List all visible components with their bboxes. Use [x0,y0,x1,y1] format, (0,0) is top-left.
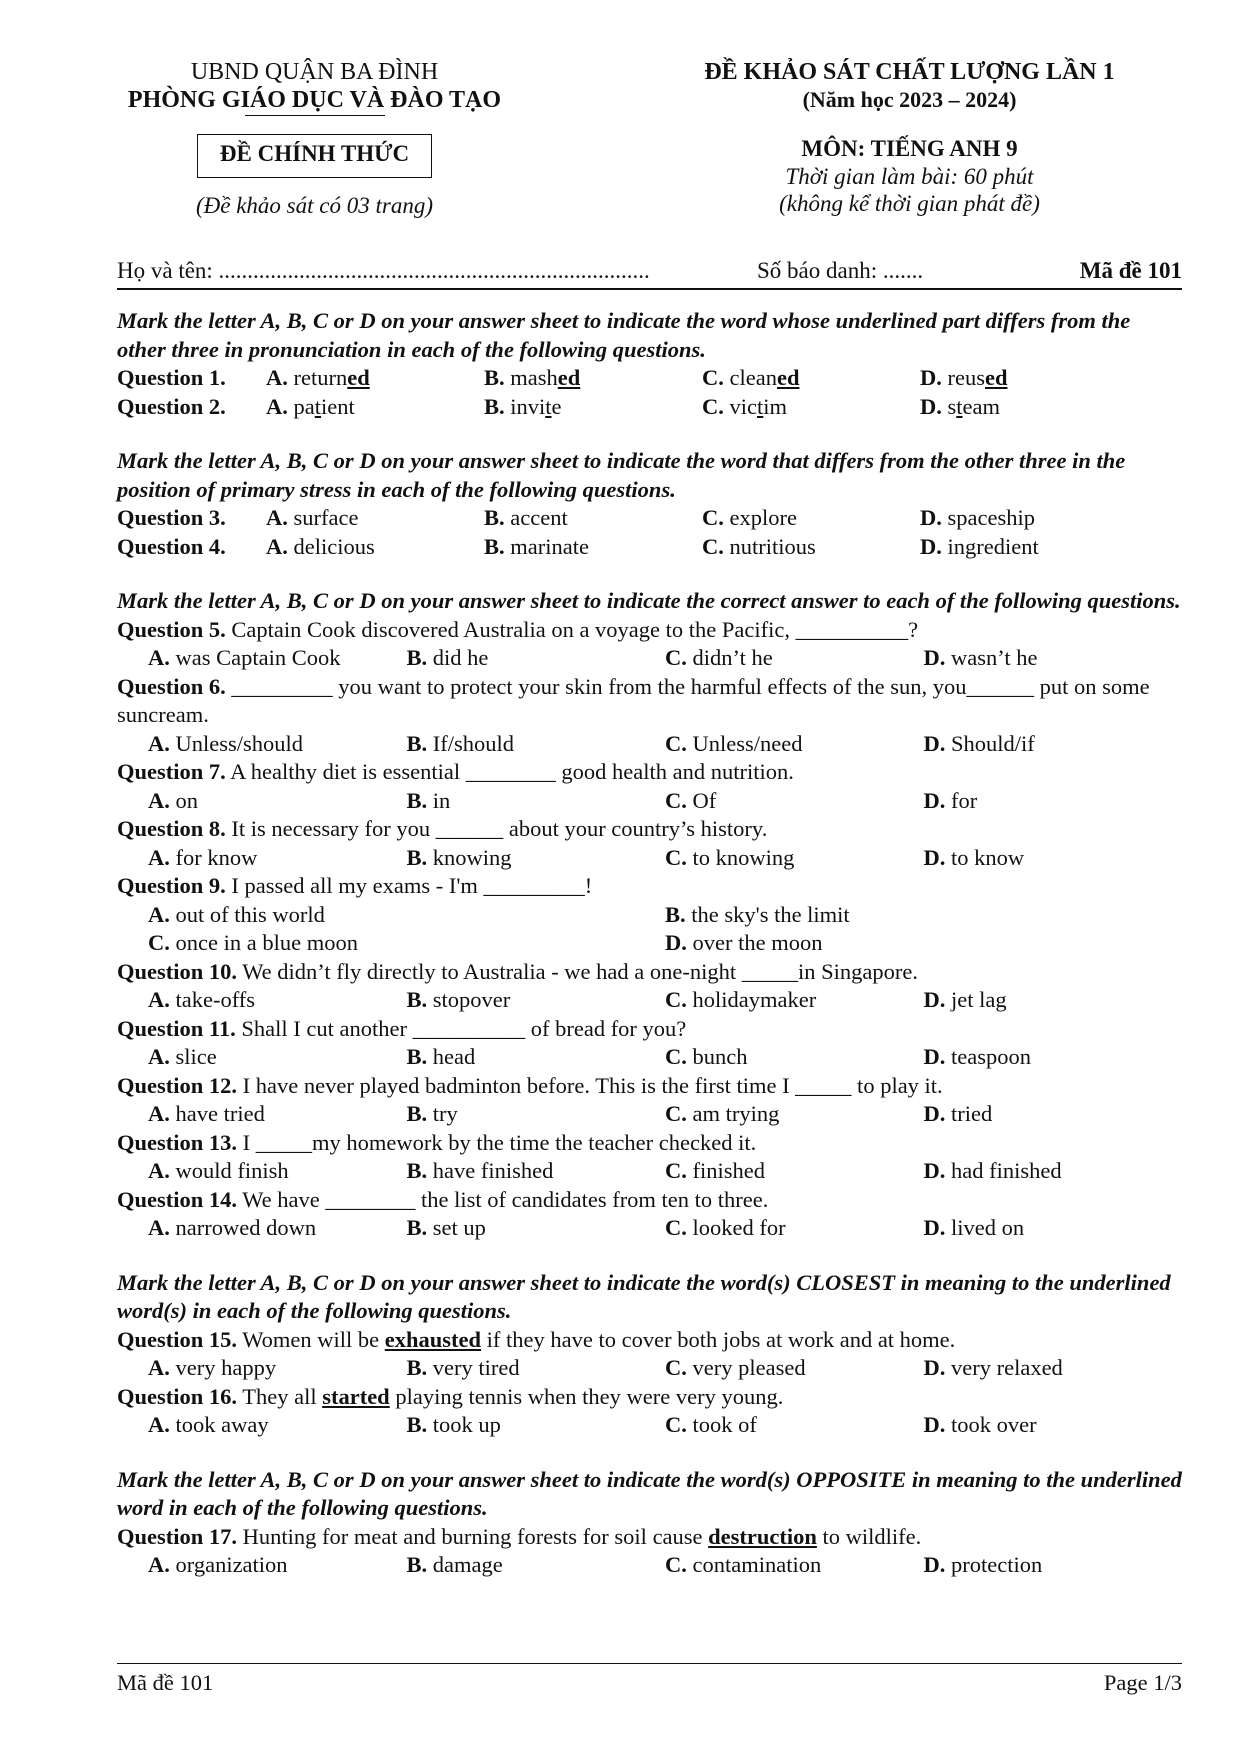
option-b[interactable]: B. knowing [406,844,512,870]
question-9-options-row2 [117,929,1182,958]
question-label: Question 4. [117,533,226,559]
question-7: Question 7. A healthy diet is essential ________ good health and nutrition. [117,759,794,784]
option-d[interactable]: D. wasn’t he [923,645,1038,670]
school-year: (Năm học 2023 – 2024) [802,87,1017,112]
option-b[interactable]: B. head [406,1044,476,1069]
section-stress [117,447,1182,561]
option-a[interactable]: A. organization [148,1552,288,1577]
question-11-options [117,1043,1182,1072]
option-a[interactable]: A. delicious [266,533,375,559]
option-d[interactable]: D. tried [923,1101,993,1126]
question-5-options [117,644,1182,673]
question-2 [117,393,1182,422]
section-instruction: Mark the letter A, B, C or D on your answer sheet to indicate the correct answer to each of the following questions. [117,588,1181,613]
footer-exam-code: Mã đề 101 [117,1670,214,1695]
option-a[interactable]: A. returned [266,365,370,390]
question-9-options-row1 [117,901,1182,930]
option-b[interactable]: B. very tired [406,1355,520,1380]
option-a[interactable]: A. was Captain Cook [148,645,341,670]
option-c[interactable]: C. am trying [665,1101,780,1126]
option-a[interactable]: A. Unless/should [148,730,304,756]
option-d[interactable]: D. ingredient [920,533,1039,559]
question-5: Question 5. Captain Cook discovered Australia on a voyage to the Pacific, __________? [117,616,919,642]
option-d[interactable]: D. steam [920,393,1001,419]
question-10-options [117,986,1182,1015]
option-a[interactable]: A. would finish [148,1158,289,1183]
option-a[interactable]: A. patient [266,393,355,419]
option-a[interactable]: A. out of this world [148,901,325,927]
option-d[interactable]: D. teaspoon [923,1044,1031,1069]
question-label: Question 2. [117,393,226,419]
question-10: Question 10. We didn’t fly directly to Australia - we had a one-night _____in Singapore. [117,958,918,984]
option-b[interactable]: B. invite [484,393,562,419]
exam-title: ĐỀ KHẢO SÁT CHẤT LƯỢNG LẦN 1 [704,59,1115,85]
option-a[interactable]: A. take-offs [148,987,256,1012]
section-opposite-meaning [117,1466,1182,1580]
option-c[interactable]: C. contamination [665,1552,822,1577]
option-a[interactable]: A. slice [148,1044,217,1069]
option-d[interactable]: D. for [923,787,978,813]
page-footer [117,1663,1182,1696]
question-9: Question 9. I passed all my exams - I'm _________! [117,873,593,898]
option-c[interactable]: C. holidaymaker [665,987,817,1012]
question-12-options [117,1100,1182,1129]
option-b[interactable]: B. marinate [484,533,589,559]
option-d[interactable]: D. jet lag [923,987,1007,1012]
exam-header [117,52,1182,297]
question-3 [117,504,1182,533]
option-c[interactable]: C. didn’t he [665,645,773,670]
section-instruction: Mark the letter A, B, C or D on your answer sheet to indicate the word that differs from the other three in the position of primary stress in each of the following questions. [117,448,1126,502]
exam-code: Mã đề 101 [1079,258,1182,283]
name-field[interactable]: Họ và tên: ........................................................................... [117,258,650,283]
option-a[interactable]: A. for know [148,844,258,870]
header-left [117,58,512,219]
option-b[interactable]: B. did he [406,645,489,670]
time-note: (không kể thời gian phát đề) [779,191,1040,216]
question-16: Question 16. They all started playing tennis when they were very young. [117,1383,784,1409]
option-c[interactable]: C. Of [665,787,717,813]
question-7-options [117,787,1182,816]
question-15-options [117,1354,1182,1383]
question-8: Question 8. It is necessary for you ______ about your country’s history. [117,816,768,841]
option-a[interactable]: A. took away [148,1412,269,1437]
question-14-options [117,1214,1182,1243]
question-6-options [117,730,1182,759]
option-c[interactable]: C. explore [702,505,797,530]
option-d[interactable]: D. protection [923,1552,1043,1577]
option-b[interactable]: B. took up [406,1412,501,1437]
option-b[interactable]: B. mashed [484,365,581,390]
question-16-options [117,1411,1182,1440]
option-c[interactable]: C. victim [702,393,788,419]
option-a[interactable]: A. have tried [148,1101,265,1126]
question-13: Question 13. I _____my homework by the time the teacher checked it. [117,1129,757,1155]
option-c[interactable]: C. once in a blue moon [148,930,358,955]
question-1 [117,364,1182,393]
option-a[interactable]: A. very happy [148,1355,277,1380]
time-limit: Thời gian làm bài: 60 phút [785,164,1034,189]
district-name: UBND QUẬN BA ĐÌNH [190,59,439,85]
option-d[interactable]: D. took over [923,1412,1037,1437]
section-closest-meaning [117,1269,1182,1440]
option-c[interactable]: C. to knowing [665,844,795,870]
section-pronunciation [117,307,1182,421]
department-name: PHÒNG GIÁO DỤC VÀ ĐÀO TẠO [127,87,502,113]
section-instruction: Mark the letter A, B, C or D on your answer sheet to indicate the word(s) OPPOSITE in meaning to the underlined word in each of the following questions. [117,1466,1182,1520]
option-a[interactable]: A. surface [266,505,359,530]
option-c[interactable]: C. took of [665,1412,757,1437]
header-divider [245,115,385,116]
option-b[interactable]: B. the sky's the limit [665,901,850,927]
option-c[interactable]: C. Unless/need [665,730,803,756]
option-a[interactable]: A. on [148,787,198,813]
option-c[interactable]: C. very pleased [665,1355,806,1380]
question-4 [117,533,1182,562]
option-c[interactable]: C. finished [665,1158,765,1183]
option-c[interactable]: C. cleaned [702,365,800,390]
option-a[interactable]: A. narrowed down [148,1215,317,1240]
question-14: Question 14. We have ________ the list of candidates from ten to three. [117,1186,769,1212]
option-c[interactable]: C. nutritious [702,533,816,559]
option-d[interactable]: D. spaceship [920,505,1035,530]
section-instruction: Mark the letter A, B, C or D on your answer sheet to indicate the word whose underlined part differs from the other three in pronunciation in each of the following questions. [117,308,1131,362]
question-label: Question 1. [117,365,226,390]
option-b[interactable]: B. stopover [406,987,511,1012]
option-d[interactable]: D. Should/if [923,730,1035,756]
option-b[interactable]: B. accent [484,505,568,530]
option-d[interactable]: D. over the moon [665,930,823,955]
question-17-options [117,1551,1182,1580]
option-b[interactable]: B. try [406,1101,458,1126]
question-13-options [117,1157,1182,1186]
option-b[interactable]: B. If/should [406,730,515,756]
option-d[interactable]: D. to know [923,844,1025,870]
id-field[interactable]: Số báo danh: ....... [757,258,924,283]
question-15: Question 15. Women will be exhausted if they have to cover both jobs at work and at home. [117,1326,956,1352]
option-c[interactable]: C. looked for [665,1215,786,1240]
section-instruction: Mark the letter A, B, C or D on your answer sheet to indicate the word(s) CLOSEST in meaning to the underlined word(s) in each of the following questions. [117,1269,1171,1323]
question-8-options [117,844,1182,873]
option-d[interactable]: D. had finished [923,1158,1062,1183]
question-17: Question 17. Hunting for meat and burning forests for soil cause destruction to wildlife. [117,1523,922,1549]
section-correct-answer [117,587,1182,1243]
page-number: Page 1/3 [1103,1670,1182,1695]
option-b[interactable]: B. in [406,787,451,813]
pages-note: (Đề khảo sát có 03 trang) [196,193,433,218]
option-d[interactable]: D. reused [920,365,1008,390]
subject: MÔN: TIẾNG ANH 9 [801,136,1018,161]
option-c[interactable]: C. bunch [665,1044,748,1069]
question-6: Question 6. _________ you want to protect your skin from the harmful effects of the sun, you______ put on some suncream. [117,673,1150,727]
option-b[interactable]: B. damage [406,1552,503,1577]
student-info-row [117,258,1182,290]
question-11: Question 11. Shall I cut another __________ of bread for you? [117,1015,687,1041]
question-label: Question 3. [117,505,226,530]
option-d[interactable]: D. very relaxed [923,1355,1063,1380]
option-b[interactable]: B. have finished [406,1158,554,1183]
option-d[interactable]: D. lived on [923,1215,1025,1240]
question-12: Question 12. I have never played badminton before. This is the first time I _____ to play it. [117,1072,943,1098]
header-right [637,58,1182,217]
official-stamp: ĐỀ CHÍNH THỨC [197,134,432,178]
option-b[interactable]: B. set up [406,1215,486,1240]
exam-page [117,52,1182,1580]
